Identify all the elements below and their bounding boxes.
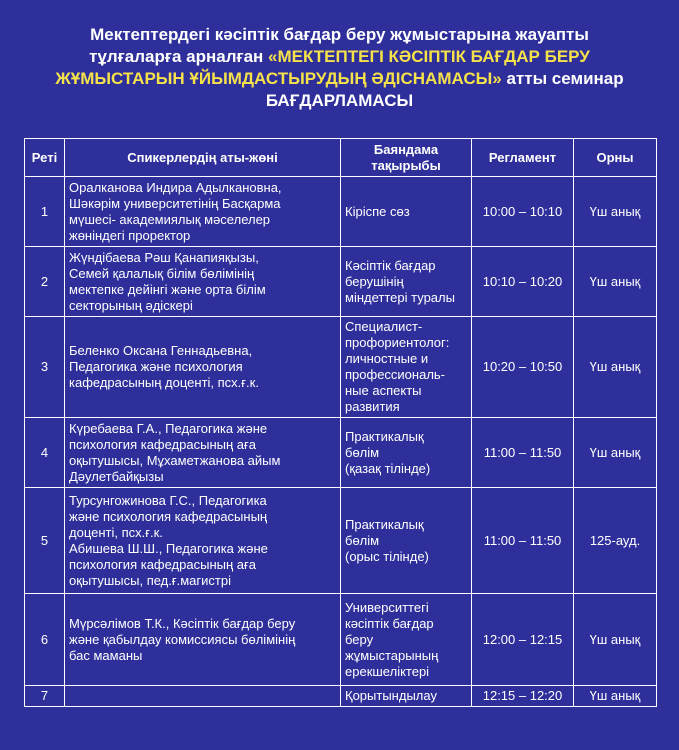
- row-number: 2: [25, 247, 65, 317]
- speaker-line: секторының әдіскері: [69, 297, 193, 313]
- topic-line: личностные и: [345, 351, 429, 366]
- row-number: 4: [25, 418, 65, 488]
- place-cell: Үш анық: [574, 686, 657, 707]
- speaker-cell: [65, 488, 341, 594]
- speaker-line: және психология кафедрасының: [69, 508, 268, 524]
- schedule-body: [25, 177, 657, 707]
- topic-line: Қорытындылау: [345, 688, 437, 703]
- time-cell: 12:00 – 12:15: [472, 594, 574, 686]
- topic-cell: [341, 418, 472, 488]
- title-line-3: [20, 68, 659, 90]
- speaker-line: мүшесі- академиялық мәселелер: [69, 211, 271, 227]
- topic-line: бөлім: [345, 444, 380, 460]
- topic-cell: [341, 686, 472, 707]
- topic-line: жұмыстарының: [345, 647, 439, 663]
- header-topic-line-1: Баяндама: [373, 141, 439, 157]
- speaker-line: жөніндегі проректор: [69, 227, 191, 243]
- title-line-4: БАҒДАРЛАМАСЫ: [265, 91, 414, 110]
- speaker-line: және қабылдау комиссиясы бөлімінің: [69, 631, 296, 647]
- header-topic-line-2: тақырыбы: [371, 157, 441, 173]
- row-number: 7: [25, 686, 65, 707]
- speaker-line: Турсунгожинова Г.С., Педагогика: [69, 492, 267, 508]
- place-cell: Үш анық: [574, 418, 657, 488]
- topic-line: профессиональ-: [345, 367, 446, 382]
- speaker-line: Күребаева Г.А., Педагогика және: [69, 420, 268, 436]
- title-line-1: Мектептердегі кәсіптік бағдар беру жұмыстарына жауапты: [90, 25, 589, 44]
- speaker-line: Педагогика және психология: [69, 359, 243, 374]
- speaker-cell: [65, 247, 341, 317]
- topic-line: ерекшеліктері: [345, 663, 430, 679]
- speaker-line: бас маманы: [69, 647, 143, 663]
- speaker-cell: [65, 686, 341, 707]
- row-number: 5: [25, 488, 65, 594]
- schedule-table: [24, 138, 657, 707]
- header-time: Регламент: [472, 139, 574, 177]
- speaker-line: Оралканова Индира Адылкановна,: [69, 179, 282, 195]
- table-row: [25, 177, 657, 247]
- topic-line: (орыс тілінде): [345, 548, 429, 564]
- speaker-line: Абишева Ш.Ш., Педагогика және: [69, 540, 268, 556]
- table-row: [25, 488, 657, 594]
- topic-line: Практикалық: [345, 516, 424, 532]
- topic-line: Кіріспе сөз: [345, 203, 410, 219]
- topic-cell: [341, 317, 472, 418]
- place-cell: Үш анық: [574, 594, 657, 686]
- topic-line: Специалист-: [345, 319, 423, 334]
- speaker-line: Дәулетбайқызы: [69, 468, 164, 484]
- header-speaker: Спикерлердің аты-жөні: [65, 139, 341, 177]
- topic-line: Кәсіптік бағдар: [345, 257, 436, 273]
- topic-line: (қазақ тілінде): [345, 460, 431, 476]
- table-row: [25, 594, 657, 686]
- table-row: [25, 686, 657, 707]
- table-header-row: [25, 139, 657, 177]
- time-cell: 12:15 – 12:20: [472, 686, 574, 707]
- time-cell: 10:20 – 10:50: [472, 317, 574, 418]
- row-number: 3: [25, 317, 65, 418]
- title-highlight-2: ЖҰМЫСТАРЫН ҰЙЫМДАСТЫРУДЫҢ ӘДІСНАМАСЫ»: [55, 69, 502, 88]
- speaker-line: Беленко Оксана Геннадьевна,: [69, 343, 253, 358]
- topic-line: развития: [345, 399, 400, 414]
- speaker-line: кафедрасының доценті, псх.ғ.к.: [69, 375, 259, 390]
- table-row: [25, 317, 657, 418]
- topic-line: беру: [345, 631, 374, 647]
- title-line-2-prefix: тұлғаларға арналған: [89, 47, 269, 66]
- seminar-title: [20, 24, 659, 112]
- header-topic: [341, 139, 472, 177]
- speaker-line: Мүрсәлімов Т.К., Кәсіптік бағдар беру: [69, 615, 296, 631]
- speaker-line: Шәкәрім университетінің Басқарма: [69, 195, 281, 211]
- header-place: Орны: [574, 139, 657, 177]
- topic-line: Практикалық: [345, 428, 424, 444]
- speaker-line: Семей қалалық білім бөлімінің: [69, 265, 255, 281]
- topic-line: міндеттері туралы: [345, 289, 455, 305]
- place-cell: Үш анық: [574, 247, 657, 317]
- speaker-line: психология кафедрасының аға: [69, 556, 256, 572]
- topic-line: кәсіптік бағдар: [345, 615, 434, 631]
- topic-line: берушінің: [345, 273, 404, 289]
- topic-line: ные аспекты: [345, 383, 422, 398]
- speaker-line: доценті, псх.ғ.к.: [69, 524, 163, 540]
- time-cell: 10:00 – 10:10: [472, 177, 574, 247]
- speaker-line: психология кафедрасының аға: [69, 436, 256, 452]
- table-row: [25, 418, 657, 488]
- header-num: Реті: [25, 139, 65, 177]
- speaker-line: мектепке дейінгі және орта білім: [69, 281, 266, 297]
- row-number: 6: [25, 594, 65, 686]
- topic-cell: [341, 594, 472, 686]
- topic-cell: [341, 488, 472, 594]
- speaker-line: оқытушысы, Мұхаметжанова айым: [69, 452, 281, 468]
- speaker-line: оқытушысы, пед.ғ.магистрі: [69, 572, 231, 588]
- speaker-cell: [65, 594, 341, 686]
- time-cell: 10:10 – 10:20: [472, 247, 574, 317]
- speaker-cell: [65, 317, 341, 418]
- title-line-2: [20, 46, 659, 68]
- place-cell: Үш анық: [574, 317, 657, 418]
- table-row: [25, 247, 657, 317]
- row-number: 1: [25, 177, 65, 247]
- topic-line: профориентолог:: [345, 335, 450, 350]
- title-highlight-1: «МЕКТЕПТЕГІ КӘСІПТІК БАҒДАР БЕРУ: [268, 47, 590, 66]
- time-cell: 11:00 – 11:50: [472, 418, 574, 488]
- place-cell: 125-ауд.: [574, 488, 657, 594]
- title-line-3-suffix: атты семинар: [501, 69, 624, 88]
- place-cell: Үш анық: [574, 177, 657, 247]
- topic-cell: [341, 247, 472, 317]
- topic-cell: [341, 177, 472, 247]
- time-cell: 11:00 – 11:50: [472, 488, 574, 594]
- speaker-line: Жүндібаева Рәш Қанапияқызы,: [69, 249, 259, 265]
- topic-line: Университтегі: [345, 599, 429, 615]
- topic-line: бөлім: [345, 532, 380, 548]
- speaker-cell: [65, 177, 341, 247]
- speaker-cell: [65, 418, 341, 488]
